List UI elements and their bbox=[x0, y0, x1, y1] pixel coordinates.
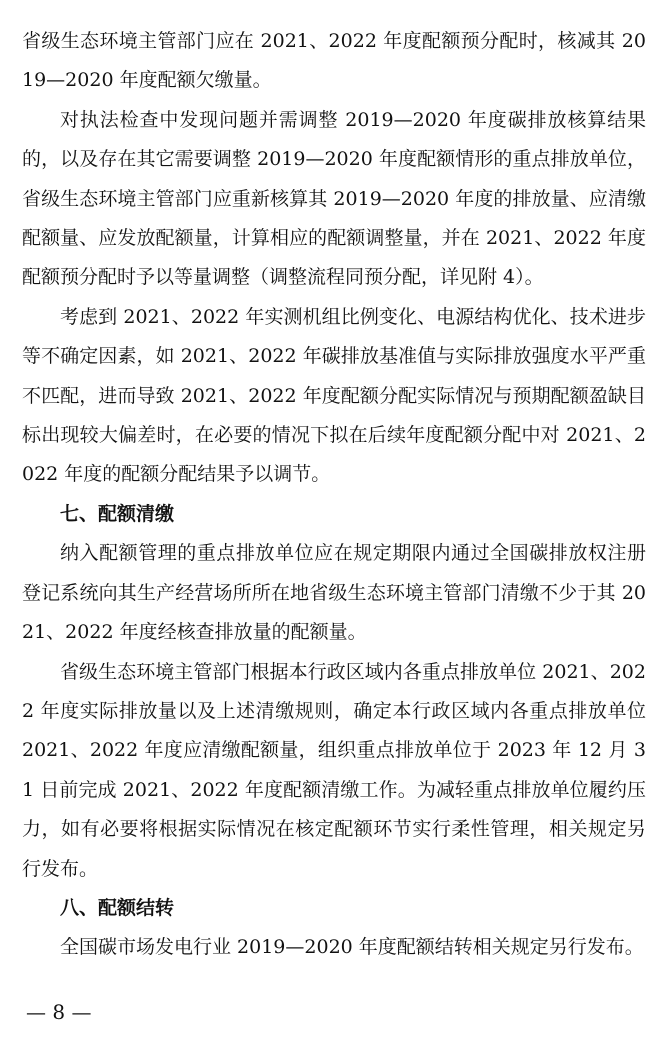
paragraph-carryover-rule: 全国碳市场发电行业 2019—2020 年度配额结转相关规定另行发布。 bbox=[60, 936, 644, 959]
paragraph-enforcement-adjustment: 对执法检查中发现问题并需调整 2019—2020 年度碳排放核算结果的，以及存在其它需要调整 2019—2020 年度配额情形的重点排放单位，省级生态环境主管部门应重新核算其 2019—2020 年度的排放量、应清缴配额量、应发放配额量，计算相应的配额调整量，并在 2021、2022 年度配额预分配时予以等量调整（调整流程同预分配，详见附 4）。 bbox=[22, 108, 646, 289]
section-heading-quota-surrender: 七、配额清缴 bbox=[60, 502, 175, 525]
section-heading-quota-carryover: 八、配额结转 bbox=[60, 896, 175, 919]
document-body bbox=[22, 22, 646, 968]
paragraph-quota-deduction: 省级生态环境主管部门应在 2021、2022 年度配额预分配时，核减其 2019—2020 年度配额欠缴量。 bbox=[22, 30, 646, 92]
page-number: — 8 — bbox=[26, 1000, 92, 1024]
paragraph-surrender-requirement: 纳入配额管理的重点排放单位应在规定期限内通过全国碳排放权注册登记系统向其生产经营场所所在地省级生态环境主管部门清缴不少于其 2021、2022 年度经核查排放量的配额量。 bbox=[22, 542, 646, 644]
paragraph-benchmark-adjustment: 考虑到 2021、2022 年实测机组比例变化、电源结构优化、技术进步等不确定因素，如 2021、2022 年碳排放基准值与实际排放强度水平严重不匹配，进而导致 2021、2022 年度配额分配实际情况与预期配额盈缺目标出现较大偏差时，在必要的情况下拟在后续年度配额分配中对 2021、2022 年度的配额分配结果予以调节。 bbox=[22, 305, 646, 486]
paragraph-surrender-procedure: 省级生态环境主管部门根据本行政区域内各重点排放单位 2021、2022 年度实际排放量以及上述清缴规则，确定本行政区域内各重点排放单位 2021、2022 年度应清缴配额量，组织重点排放单位于 2023 年 12 月 31 日前完成 2021、2022 年度配额清缴工作。为减轻重点排放单位履约压力，如有必要将根据实际情况在核定配额环节实行柔性管理，相关规定另行发布。 bbox=[22, 660, 646, 880]
